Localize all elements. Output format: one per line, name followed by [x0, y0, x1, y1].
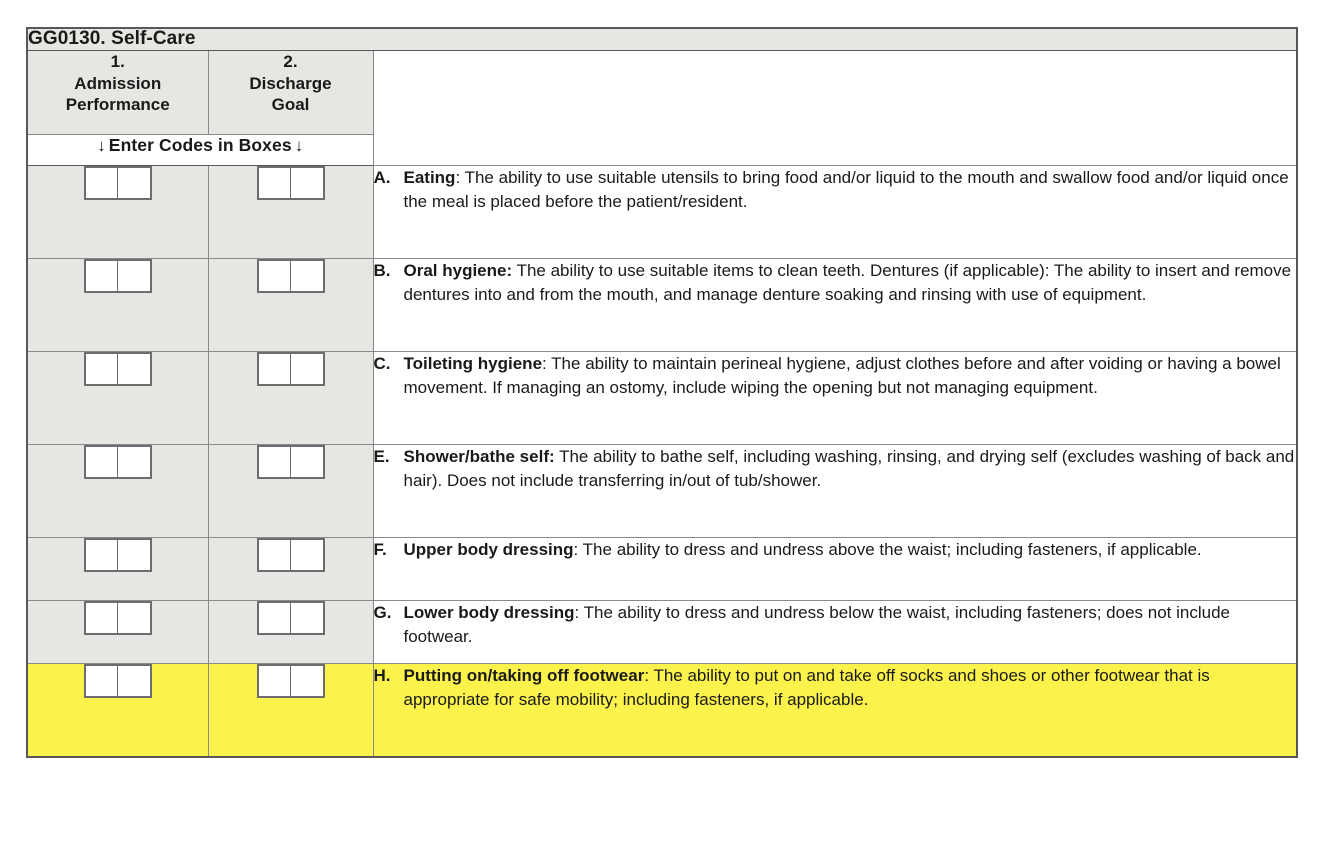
item-description-row	[374, 352, 1297, 400]
item-definition: The ability to use suitable utensils to bring food and/or liquid to the mouth and swallow food and/or liquid once the meal is placed before the patient/resident.	[403, 167, 1289, 212]
item-letter: C.	[373, 353, 391, 373]
code-digit-1-input[interactable]	[86, 603, 118, 633]
item-separator: :	[573, 539, 583, 559]
item-description-cell-6	[373, 663, 1297, 757]
admission-performance-code-cell-6[interactable]	[27, 663, 208, 757]
column-2-label-line1: Discharge	[249, 73, 332, 93]
code-digit-1-input[interactable]	[86, 447, 118, 477]
code-entry-box[interactable]	[84, 601, 152, 635]
discharge-goal-code-cell-3[interactable]	[208, 444, 373, 537]
table-row	[27, 351, 1297, 444]
item-separator: :	[542, 353, 552, 373]
code-digit-2-input[interactable]	[291, 447, 323, 477]
item-description-row	[374, 601, 1297, 649]
item-text	[404, 664, 1297, 712]
column-header-discharge-goal	[208, 50, 373, 134]
item-description-cell-3	[373, 444, 1297, 537]
item-definition: The ability to dress and undress below the waist, including fasteners; does not include footwear.	[403, 602, 1230, 647]
table-row	[27, 165, 1297, 258]
column-1-label-line1: Admission	[74, 73, 162, 93]
code-digit-1-input[interactable]	[259, 666, 291, 696]
code-digit-2-input[interactable]	[291, 168, 323, 198]
column-1-label-line2: Performance	[65, 95, 170, 115]
item-text	[404, 445, 1297, 493]
code-entry-box[interactable]	[84, 259, 152, 293]
code-entry-box[interactable]	[84, 445, 152, 479]
code-entry-box[interactable]	[257, 259, 325, 293]
table-row	[27, 663, 1297, 757]
item-description-row	[374, 664, 1297, 712]
item-letter: B.	[373, 260, 391, 280]
column-1-number: 1.	[110, 51, 125, 71]
discharge-goal-code-cell-1[interactable]	[208, 258, 373, 351]
code-digit-2-input[interactable]	[118, 447, 150, 477]
code-digit-2-input[interactable]	[291, 603, 323, 633]
item-definition: The ability to put on and take off socks and shoes or other footwear that is appropriate for safe mobility; including fasteners, if applicable.	[403, 665, 1210, 710]
table-row	[27, 537, 1297, 600]
admission-performance-code-cell-0[interactable]	[27, 165, 208, 258]
item-text	[404, 601, 1297, 649]
discharge-goal-code-cell-0[interactable]	[208, 165, 373, 258]
code-entry-box[interactable]	[257, 445, 325, 479]
item-description-cell-2	[373, 351, 1297, 444]
admission-performance-code-cell-3[interactable]	[27, 444, 208, 537]
code-digit-2-input[interactable]	[291, 540, 323, 570]
item-description-cell-0	[373, 165, 1297, 258]
item-definition: The ability to dress and undress above the waist; including fasteners, if applicable.	[582, 539, 1202, 559]
code-digit-2-input[interactable]	[118, 261, 150, 291]
self-care-assessment-table	[26, 27, 1298, 758]
item-term: Putting on/taking off footwear	[403, 665, 645, 685]
code-digit-2-input[interactable]	[118, 666, 150, 696]
section-header-row	[27, 28, 1297, 50]
enter-codes-instruction	[94, 135, 306, 155]
table-row	[27, 258, 1297, 351]
code-digit-2-input[interactable]	[118, 540, 150, 570]
item-separator: :	[574, 602, 584, 622]
code-digit-2-input[interactable]	[291, 354, 323, 384]
code-digit-2-input[interactable]	[118, 168, 150, 198]
code-entry-box[interactable]	[84, 538, 152, 572]
code-digit-1-input[interactable]	[259, 168, 291, 198]
code-entry-box[interactable]	[257, 352, 325, 386]
item-separator: :	[644, 665, 654, 685]
item-definition: The ability to bathe self, including washing, rinsing, and drying self (excludes washing of back and hair). Does not include transferring in/out of tub/shower.	[403, 446, 1295, 491]
code-entry-box[interactable]	[257, 601, 325, 635]
code-digit-1-input[interactable]	[86, 261, 118, 291]
code-digit-1-input[interactable]	[259, 447, 291, 477]
down-arrow-icon-right: ↓	[294, 135, 304, 155]
column-2-label-line2: Goal	[271, 95, 310, 115]
table-row	[27, 444, 1297, 537]
admission-performance-code-cell-4[interactable]	[27, 537, 208, 600]
code-digit-2-input[interactable]	[118, 354, 150, 384]
item-text	[404, 538, 1297, 562]
item-description-row	[374, 445, 1297, 493]
admission-performance-code-cell-5[interactable]	[27, 600, 208, 663]
code-digit-1-input[interactable]	[259, 540, 291, 570]
discharge-goal-code-cell-6[interactable]	[208, 663, 373, 757]
item-letter: H.	[373, 665, 391, 685]
code-digit-2-input[interactable]	[291, 261, 323, 291]
code-digit-2-input[interactable]	[291, 666, 323, 696]
item-definition: The ability to use suitable items to clean teeth. Dentures (if applicable): The ability to insert and remove dentures into and from the mouth, and manage denture soaking and rinsing with use of equipment.	[403, 260, 1292, 305]
item-term: Toileting hygiene	[403, 353, 543, 373]
code-digit-2-input[interactable]	[118, 603, 150, 633]
item-separator: :	[455, 167, 465, 187]
item-description-cell-4	[373, 537, 1297, 600]
discharge-goal-code-cell-2[interactable]	[208, 351, 373, 444]
column-header-description-blank	[373, 50, 1297, 165]
code-digit-1-input[interactable]	[86, 168, 118, 198]
section-title: GG0130. Self-Care	[28, 28, 196, 49]
item-letter: G.	[373, 602, 392, 622]
section-header-cell	[27, 28, 1297, 50]
item-description-row	[374, 166, 1297, 214]
discharge-goal-code-cell-5[interactable]	[208, 600, 373, 663]
code-digit-1-input[interactable]	[259, 354, 291, 384]
code-entry-box[interactable]	[257, 538, 325, 572]
item-description-cell-5	[373, 600, 1297, 663]
admission-performance-code-cell-2[interactable]	[27, 351, 208, 444]
item-description-cell-1	[373, 258, 1297, 351]
item-definition: The ability to maintain perineal hygiene, adjust clothes before and after voiding or having a bowel movement. If managing an ostomy, include wiping the opening but not managing equipment.	[403, 353, 1281, 398]
discharge-goal-code-cell-4[interactable]	[208, 537, 373, 600]
code-digit-1-input[interactable]	[259, 261, 291, 291]
code-entry-box[interactable]	[84, 664, 152, 698]
item-term: Upper body dressing	[403, 539, 574, 559]
code-entry-box[interactable]	[84, 352, 152, 386]
item-term: Lower body dressing	[403, 602, 575, 622]
admission-performance-code-cell-1[interactable]	[27, 258, 208, 351]
code-digit-1-input[interactable]	[86, 354, 118, 384]
column-2-number: 2.	[283, 51, 298, 71]
code-entry-box[interactable]	[257, 664, 325, 698]
down-arrow-icon-left: ↓	[97, 135, 106, 155]
item-letter: E.	[373, 446, 390, 466]
code-digit-1-input[interactable]	[259, 603, 291, 633]
item-term: Shower/bathe self:	[403, 446, 555, 466]
item-text	[404, 352, 1297, 400]
table-body	[27, 28, 1297, 757]
item-letter: A.	[373, 167, 391, 187]
column-header-row	[27, 50, 1297, 134]
enter-codes-cell	[27, 134, 373, 165]
item-text	[404, 166, 1297, 214]
item-description-row	[374, 259, 1297, 307]
item-letter: F.	[373, 539, 387, 559]
code-digit-1-input[interactable]	[86, 540, 118, 570]
table-row	[27, 600, 1297, 663]
item-term: Oral hygiene:	[403, 260, 513, 280]
code-digit-1-input[interactable]	[86, 666, 118, 696]
code-entry-box[interactable]	[84, 166, 152, 200]
item-term: Eating	[403, 167, 456, 187]
enter-codes-label: Enter Codes in Boxes	[108, 134, 292, 155]
code-entry-box[interactable]	[257, 166, 325, 200]
item-text	[404, 259, 1297, 307]
item-description-row	[374, 538, 1297, 562]
column-header-admission-performance	[27, 50, 208, 134]
